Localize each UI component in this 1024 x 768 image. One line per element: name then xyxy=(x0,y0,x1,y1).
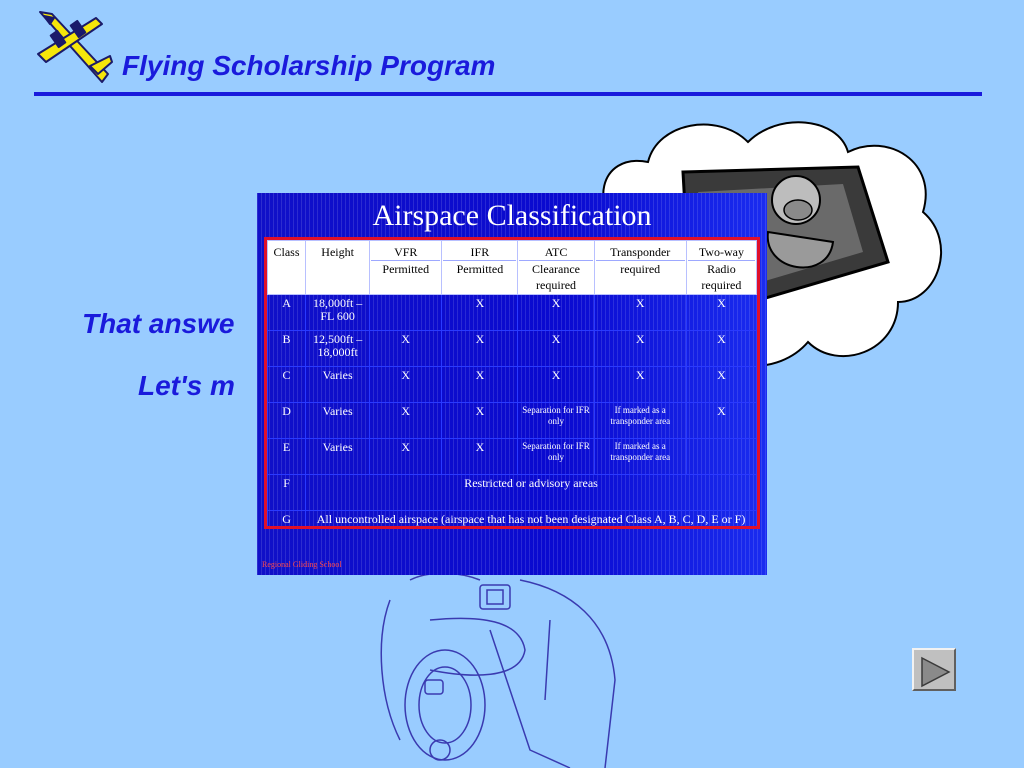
table-row xyxy=(268,403,757,439)
table-row xyxy=(268,295,757,331)
cell-vfr xyxy=(370,295,442,331)
cell-height: 12,500ft – 18,000ft xyxy=(306,331,370,367)
cell-class: B xyxy=(268,331,306,367)
header-transponder: Transponder required xyxy=(594,241,686,295)
table-row xyxy=(268,475,757,511)
cell-class: C xyxy=(268,367,306,403)
header-height: Height xyxy=(306,241,370,295)
cell-span: Restricted or advisory areas xyxy=(306,475,757,511)
cell-radio: X xyxy=(686,367,756,403)
airplane-icon xyxy=(32,4,116,88)
cell-transponder: If marked as a transponder area xyxy=(594,439,686,475)
cell-transponder: X xyxy=(594,331,686,367)
cell-class: F xyxy=(268,475,306,511)
table-row xyxy=(268,367,757,403)
cell-class: G xyxy=(268,511,306,530)
header-vfr: VFR Permitted xyxy=(370,241,442,295)
cell-height: 18,000ft – FL 600 xyxy=(306,295,370,331)
table-header-row xyxy=(268,241,757,295)
pilot-clipart-image xyxy=(370,560,620,768)
header-two-way-radio: Two-way Radio required xyxy=(686,241,756,295)
cell-class: E xyxy=(268,439,306,475)
cell-radio: X xyxy=(686,331,756,367)
slide-title: Airspace Classification xyxy=(372,199,652,232)
table-row xyxy=(268,439,757,475)
background-text-line-1: That answe xyxy=(82,308,235,339)
cell-vfr: X xyxy=(370,367,442,403)
cell-ifr: X xyxy=(442,367,518,403)
cell-transponder: X xyxy=(594,367,686,403)
cell-radio: X xyxy=(686,295,756,331)
cell-height: Varies xyxy=(306,439,370,475)
header-class: Class xyxy=(268,241,306,295)
cell-class: A xyxy=(268,295,306,331)
cell-radio xyxy=(686,439,756,475)
cell-class: D xyxy=(268,403,306,439)
next-slide-button[interactable] xyxy=(912,648,956,691)
cell-atc: Separation for IFR only xyxy=(518,403,594,439)
airspace-classification-slide xyxy=(257,193,767,575)
cell-ifr: X xyxy=(442,403,518,439)
cell-transponder: If marked as a transponder area xyxy=(594,403,686,439)
cell-height: Varies xyxy=(306,367,370,403)
background-text-line-2: Let's m xyxy=(138,370,235,401)
table-frame xyxy=(264,237,760,529)
table-row xyxy=(268,511,757,530)
cell-atc: X xyxy=(518,331,594,367)
cell-span: All uncontrolled airspace (airspace that has not been designated Class A, B, C, D, E or F) xyxy=(306,511,757,530)
page-title: Flying Scholarship Program xyxy=(122,50,496,81)
cell-ifr: X xyxy=(442,439,518,475)
cell-height: Varies xyxy=(306,403,370,439)
cell-vfr: X xyxy=(370,403,442,439)
cell-atc: X xyxy=(518,295,594,331)
slide-footer: Regional Gliding School xyxy=(262,560,342,569)
cell-atc: Separation for IFR only xyxy=(518,439,594,475)
header-ifr: IFR Permitted xyxy=(442,241,518,295)
play-arrow-icon xyxy=(919,656,951,688)
cell-ifr: X xyxy=(442,295,518,331)
cell-atc: X xyxy=(518,367,594,403)
header-divider xyxy=(34,92,982,96)
cell-transponder: X xyxy=(594,295,686,331)
cell-vfr: X xyxy=(370,439,442,475)
cell-radio: X xyxy=(686,403,756,439)
table-row xyxy=(268,331,757,367)
cell-ifr: X xyxy=(442,331,518,367)
cell-vfr: X xyxy=(370,331,442,367)
header-atc: ATC Clearance required xyxy=(518,241,594,295)
airspace-table xyxy=(267,240,757,529)
